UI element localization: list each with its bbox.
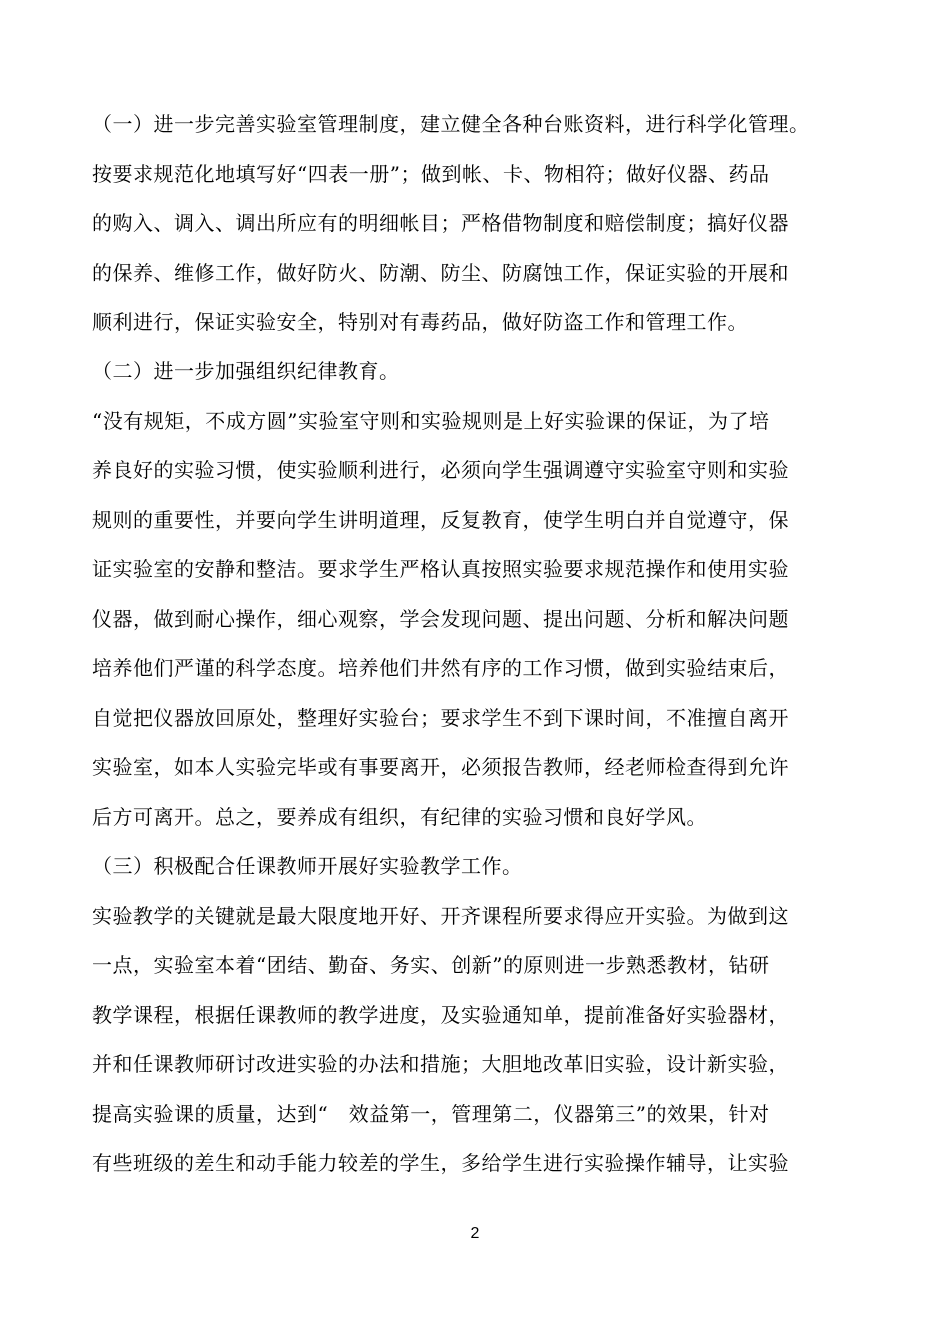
text-line: 教学课程，根据任课教师的教学进度，及实验通知单，提前准备好实验器材， — [92, 1003, 789, 1027]
text-line: 自觉把仪器放回原处，整理好实验台；要求学生不到下课时间，不准擅自离开 — [92, 706, 789, 730]
text-line: 有些班级的差生和动手能力较差的学生，多给学生进行实验操作辅导，让实验 — [92, 1151, 789, 1175]
text-line: 的购入、调入、调出所应有的明细帐目；严格借物制度和赔偿制度；搞好仪器 — [92, 211, 789, 235]
page-number: 2 — [470, 1225, 480, 1242]
text-line: 顺利进行，保证实验安全，特别对有毒药品，做好防盗工作和管理工作。 — [92, 310, 748, 334]
text-line: 证实验室的安静和整洁。要求学生严格认真按照实验要求规范操作和使用实验 — [92, 557, 789, 581]
text-line: “没有规矩，不成方圆”实验室守则和实验规则是上好实验课的保证，为了培 — [92, 409, 770, 433]
text-line: 仪器，做到耐心操作，细心观察，学会发现问题、提出问题、分析和解决问题 — [92, 607, 789, 631]
text-line: 实验教学的关键就是最大限度地开好、开齐课程所要求得应开实验。为做到这 — [92, 904, 789, 928]
text-line: 养良好的实验习惯，使实验顺利进行，必须向学生强调遵守实验室守则和实验 — [92, 458, 789, 482]
text-line: 提高实验课的质量，达到“ 效益第一，管理第二，仪器第三”的效果，针对 — [92, 1102, 770, 1126]
text-line: 实验室，如本人实验完毕或有事要离开，必须报告教师，经老师检查得到允许 — [92, 755, 789, 779]
section-heading-2: （二）进一步加强组织纪律教育。 — [92, 359, 400, 383]
text-line: 一点，实验室本着“团结、勤奋、务实、创新”的原则进一步熟悉教材，钻研 — [92, 953, 770, 977]
text-line: 按要求规范化地填写好“四表一册”；做到帐、卡、物相符；做好仪器、药品 — [92, 162, 770, 186]
section-heading-1: （一）进一步完善实验室管理制度，建立健全各种台账资料，进行科学化管理。 — [92, 112, 810, 136]
text-line: 后方可离开。总之，要养成有组织，有纪律的实验习惯和良好学风。 — [92, 805, 707, 829]
text-line: 的保养、维修工作，做好防火、防潮、防尘、防腐蚀工作，保证实验的开展和 — [92, 261, 789, 285]
section-heading-3: （三）积极配合任课教师开展好实验教学工作。 — [92, 854, 523, 878]
text-line: 规则的重要性，并要向学生讲明道理，反复教育，使学生明白并自觉遵守，保 — [92, 508, 789, 532]
text-line: 培养他们严谨的科学态度。培养他们井然有序的工作习惯，做到实验结束后， — [92, 656, 789, 680]
text-line: 并和任课教师研讨改进实验的办法和措施；大胆地改革旧实验，设计新实验， — [92, 1052, 789, 1076]
